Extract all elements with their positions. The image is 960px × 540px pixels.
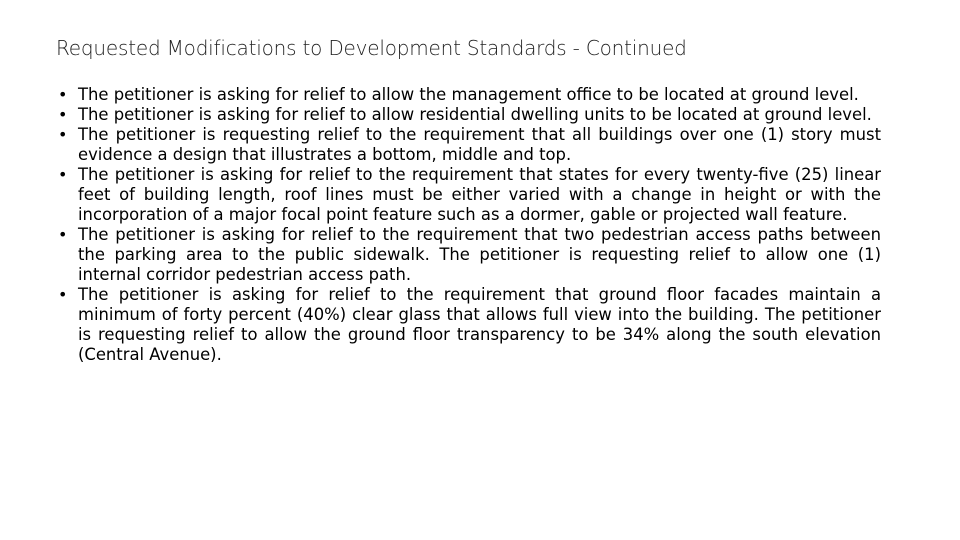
bullet-text: The petitioner is requesting relief to the requirement that all buildings over one (1) story must evidence a design that illustrates a bottom, middle and top. xyxy=(78,125,881,164)
bullet-icon: • xyxy=(58,225,68,244)
bullet-item-management-office xyxy=(56,85,881,105)
bullet-text: The petitioner is asking for relief to the requirement that two pedestrian access paths between the parking area to the public sidewalk. The petitioner is requesting relief to allow one (1) internal corridor pedestrian access path. xyxy=(78,225,881,284)
slide-title: Requested Modifications to Development Standards - Continued xyxy=(56,36,687,60)
bullet-text: The petitioner is asking for relief to the requirement that states for every twenty-five (25) linear feet of building length, roof lines must be either varied with a change in height or with the incorporation of a major focal point feature such as a dormer, gable or projected wall feature. xyxy=(78,165,881,224)
bullet-icon: • xyxy=(58,165,68,184)
bullet-item-pedestrian-access xyxy=(56,225,881,285)
bullet-list xyxy=(56,85,881,365)
bullet-text: The petitioner is asking for relief to allow residential dwelling units to be located at ground level. xyxy=(78,105,872,124)
bullet-icon: • xyxy=(58,85,68,104)
bullet-text: The petitioner is asking for relief to the requirement that ground floor facades maintain a minimum of forty percent (40%) clear glass that allows full view into the building. The petitioner is requesting relief to allow the ground floor transparency to be 34% along the south elevation (Central Avenue). xyxy=(78,285,881,364)
bullet-item-roof-lines xyxy=(56,165,881,225)
bullet-item-ground-floor-transparency xyxy=(56,285,881,365)
bullet-icon: • xyxy=(58,285,68,304)
bullet-item-residential-units xyxy=(56,105,881,125)
bullet-item-building-design xyxy=(56,125,881,165)
bullet-icon: • xyxy=(58,125,68,144)
bullet-icon: • xyxy=(58,105,68,124)
bullet-text: The petitioner is asking for relief to allow the management office to be located at ground level. xyxy=(78,85,859,104)
